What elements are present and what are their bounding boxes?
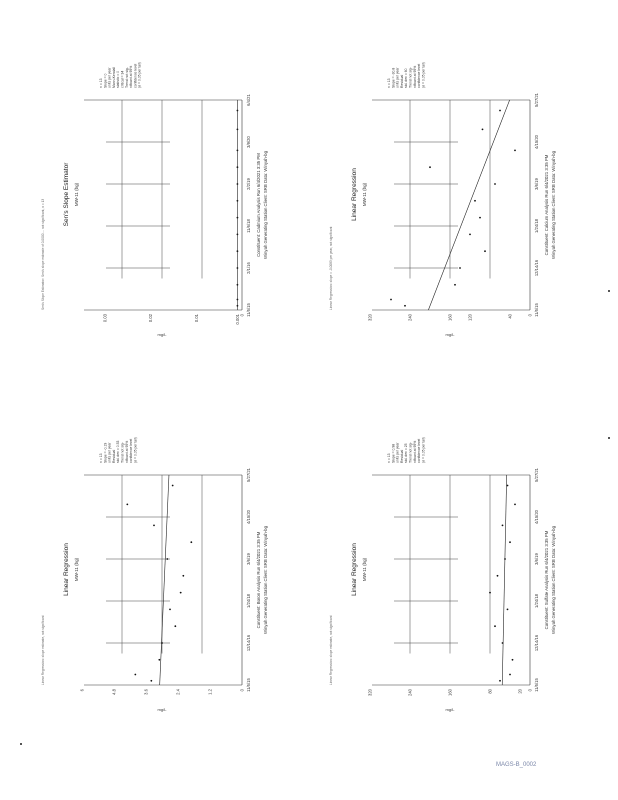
x-tick-label: 4/15/20: [534, 510, 539, 524]
data-point: [459, 267, 461, 269]
data-point: [182, 575, 184, 577]
chart-subtitle: MW-11 (bg): [362, 182, 367, 207]
data-point: [190, 541, 192, 543]
edge-mark: [608, 437, 610, 439]
data-point: [497, 575, 499, 577]
y-tick-label: 40: [507, 314, 513, 319]
legend-line: Mann-Kendall: [111, 67, 116, 88]
legend-line: nificant at 95%: [129, 65, 134, 88]
data-point: [404, 305, 406, 307]
x-tick-label: 12/14/16: [534, 259, 539, 277]
chart-panel-2: [329, 62, 556, 337]
chart-footer-line: Winyah Generating Station Client: SRB Data: Winyah-bg: [551, 526, 556, 634]
legend-line: Slope = 0: [103, 73, 108, 88]
y-tick-label: 20: [517, 689, 523, 694]
chart-rotated-frame: [329, 437, 556, 712]
data-point: [158, 659, 160, 661]
y-tick-label: 4.8: [111, 689, 117, 695]
y-tick-label: 160: [447, 314, 453, 321]
legend-line: Slope = -30.8: [391, 67, 396, 88]
chart-footer-line: Winyah Generating Station Client: SRB Data: Winyah-bg: [263, 151, 268, 259]
legend-line: units per year: [107, 67, 112, 88]
chart-header-note: Linear Regression: slope estimate, not significant: [41, 615, 45, 685]
legend-line: Trend not sig-: [408, 67, 413, 88]
page-footer-label: MAGS-B_0002: [496, 762, 537, 768]
data-point: [479, 217, 481, 219]
x-tick-label: 5/27/21: [534, 468, 539, 482]
x-tick-label: 5/27/21: [534, 93, 539, 107]
data-point: [390, 299, 392, 301]
y-tick-label: 0: [239, 314, 245, 317]
chart-footer-line: Constituent: Cadmium Analysis Run 6/4/2021 3:35 PM: [256, 153, 261, 257]
chart-rotated-frame: [41, 437, 268, 712]
data-point: [514, 504, 516, 506]
x-tick-label: 11/5/15: [534, 678, 539, 692]
data-point: [484, 250, 486, 252]
legend-line: Slope = 0.98: [391, 443, 396, 463]
legend-line: (α = 0.05 per tail): [137, 62, 142, 88]
legend-line: (α = 0.05 per tail): [421, 62, 426, 88]
data-point: [153, 525, 155, 527]
chart-rotated-frame: [329, 62, 556, 337]
x-tick-label: 1/24/18: [534, 219, 539, 233]
legend-line: (α = 0.05 per tail): [133, 437, 138, 463]
y-tick-label: 120: [467, 314, 473, 321]
y-axis-label: mg/L: [157, 332, 167, 337]
y-tick-label: 0.01: [193, 314, 199, 323]
chart-rotated-frame: [41, 62, 268, 337]
data-point: [150, 680, 152, 682]
legend-line: n = 13: [99, 78, 103, 88]
data-point: [494, 625, 496, 627]
trend-line: [160, 475, 169, 685]
chart-footer-line: Constituent: Calcium Analysis Run 6/4/2021 3:35 PM: [544, 154, 549, 256]
chart-subtitle: MW-11 (bg): [362, 557, 367, 582]
legend-line: units per year: [395, 442, 400, 463]
y-tick-label: 0.02: [148, 314, 154, 323]
legend-line: confidence level: [417, 63, 422, 88]
data-point: [482, 128, 484, 130]
y-tick-label: 3.6: [143, 689, 149, 695]
legend-line: std. dev = 0.53: [116, 440, 121, 463]
data-point: [514, 149, 516, 151]
legend-line: Trend not sig-: [120, 442, 125, 463]
data-point: [429, 166, 431, 168]
data-point: [499, 110, 501, 112]
x-tick-label: 3/9/20: [246, 136, 251, 148]
chart-panel-4: [329, 437, 556, 712]
y-tick-label: 0: [527, 689, 533, 692]
data-point: [474, 200, 476, 202]
x-tick-label: 2/2/19: [246, 178, 251, 190]
x-tick-label: 11/5/15: [246, 303, 251, 317]
x-tick-label: 3/6/19: [534, 553, 539, 565]
legend-line: n = 13: [387, 453, 391, 463]
chart-footer-line: Winyah Generating Station Client: SRB Data: Winyah-bg: [263, 526, 268, 634]
y-axis-label: mg/L: [157, 707, 167, 712]
y-axis-label: mg/L: [445, 332, 455, 337]
legend-line: Trend not sig-: [408, 442, 413, 463]
legend-line: confidence level: [417, 438, 422, 463]
legend-line: Residual: [111, 449, 116, 463]
y-tick-label: 0: [239, 689, 245, 692]
x-tick-label: 12/14/16: [534, 634, 539, 652]
y-tick-label: 320: [367, 314, 373, 321]
chart-footer-line: Constituent: Sulfate Analysis Run 6/4/2021 3:35 PM: [544, 530, 549, 630]
chart-panel-3: [41, 437, 268, 712]
legend-line: nificant at 95%: [412, 440, 417, 463]
legend-line: std. dev = 25: [404, 443, 409, 463]
x-tick-label: 11/6/18: [246, 219, 251, 233]
data-point: [172, 485, 174, 487]
x-tick-label: 3/6/19: [246, 553, 251, 565]
legend-line: nificant at 95%: [124, 440, 129, 463]
legend-line: Residual: [399, 449, 404, 463]
trend-line: [502, 475, 506, 685]
legend-line: std. dev = 60: [404, 68, 409, 88]
y-tick-label: 240: [407, 314, 413, 321]
data-point: [507, 485, 509, 487]
data-point: [454, 284, 456, 286]
y-tick-label: 2.4: [175, 689, 181, 695]
x-tick-label: 3/6/19: [534, 178, 539, 190]
x-tick-label: 2/1/16: [246, 262, 251, 274]
chart-header-note: Linear Regression: slope estimate, not significant: [329, 615, 333, 685]
chart-footer-line: Winyah Generating Station Client: SRB Data: Winyah-bg: [551, 151, 556, 259]
edge-mark: [608, 290, 610, 292]
y-axis-label: mg/L: [445, 707, 455, 712]
chart-title: Sen's Slope Estimator: [63, 162, 70, 227]
chart-header-note: Sen's Slope Estimator: Sen's slope estimate of 0.0000 ... not significant, n = 13: [41, 198, 45, 310]
legend-line: critical = 34: [120, 70, 125, 88]
x-tick-label: 6/4/21: [246, 94, 251, 106]
data-point: [509, 674, 511, 676]
legend-line: Trend not sig-: [124, 67, 129, 88]
data-point: [166, 558, 168, 560]
legend-line: confidence level: [129, 438, 134, 463]
chart-subtitle: MW-11 (bg): [74, 557, 79, 582]
legend-line: confidence level: [133, 63, 138, 88]
data-point: [502, 525, 504, 527]
data-point: [512, 659, 514, 661]
x-tick-label: 1/24/18: [246, 594, 251, 608]
x-tick-label: 11/5/15: [534, 303, 539, 317]
y-tick-label: 160: [447, 689, 453, 696]
y-tick-label: 0: [527, 314, 533, 317]
data-point: [509, 541, 511, 543]
legend-line: units per year: [107, 442, 112, 463]
chart-panel-1: [41, 62, 268, 337]
data-point: [180, 592, 182, 594]
chart-title: Linear Regression: [63, 543, 70, 596]
legend-line: n = 13: [99, 453, 103, 463]
legend-line: Residual: [399, 74, 404, 88]
data-point: [169, 609, 171, 611]
y-tick-label: 6: [79, 689, 85, 692]
data-point: [494, 183, 496, 185]
legend-line: n = 13: [387, 78, 391, 88]
x-tick-label: 4/15/20: [534, 135, 539, 149]
data-point: [174, 625, 176, 627]
y-tick-label: 80: [487, 689, 493, 694]
chart-title: Linear Regression: [351, 168, 358, 221]
edge-mark: [20, 743, 22, 745]
legend-line: statistic = 0: [116, 70, 121, 88]
x-tick-label: 1/24/18: [534, 594, 539, 608]
x-tick-label: 12/14/16: [246, 634, 251, 652]
chart-header-note: Linear Regression: slope = -0.0083 per year, not significant: [329, 226, 333, 310]
legend-line: Slope = -0.19: [103, 442, 108, 463]
x-tick-label: 11/5/15: [246, 678, 251, 692]
y-tick-label: 0.03: [102, 314, 108, 323]
chart-footer-line: Constituent: Boron Analysis Run 6/4/2021 3:35 PM: [256, 531, 261, 629]
chart-subtitle: MW-11 (bg): [74, 182, 79, 207]
data-point: [507, 609, 509, 611]
data-point: [469, 234, 471, 236]
x-tick-label: 4/15/20: [246, 510, 251, 524]
x-tick-label: 5/27/21: [246, 468, 251, 482]
chart-title: Linear Regression: [351, 543, 358, 596]
data-point: [489, 592, 491, 594]
y-tick-label: 320: [367, 689, 373, 696]
y-tick-label: 1.2: [207, 689, 213, 695]
y-tick-label: 0.001: [234, 314, 240, 325]
data-point: [499, 680, 501, 682]
data-point: [126, 504, 128, 506]
legend-line: units per year: [395, 67, 400, 88]
legend-line: (α = 0.05 per tail): [421, 437, 426, 463]
trend-line: [428, 100, 509, 310]
y-tick-label: 240: [407, 689, 413, 696]
data-point: [134, 674, 136, 676]
legend-line: nificant at 95%: [412, 65, 417, 88]
